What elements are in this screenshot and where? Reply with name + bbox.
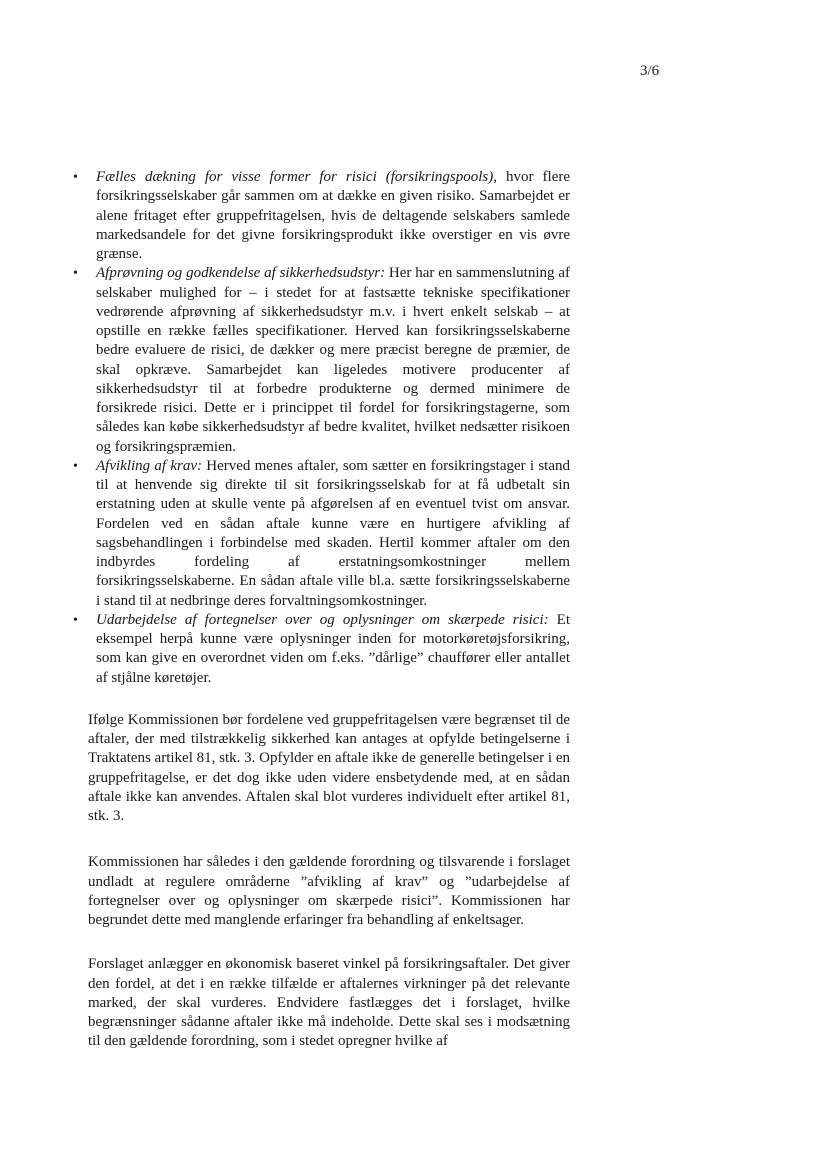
bullet-item: [73, 611, 570, 688]
bullet-lead: Fælles dækning for visse former for risici (forsikringspools),: [96, 169, 498, 185]
body-paragraph: Ifølge Kommissionen bør fordelene ved gruppefritagelsen være begrænset til de aftaler, der med tilstrækkelig sikkerhed kan antages at opfylde betingelserne i Traktatens artikel 81, stk. 3. Opfylder en aftale ikke de generelle betingelser i en gruppefritagelse, er det dog ikke uden videre ensbetydende med, at en sådan aftale ikke kan anvendes. Aftalen skal blot vurderes individuelt efter artikel 81, stk. 3.: [88, 711, 570, 824]
bullet-item: [73, 457, 570, 611]
bullet-text: hvor flere forsikringsselskaber går sammen om at dække en given risiko. Samarbejdet er alene fritaget efter gruppefritagelsen, hvis de deltagende selskabers samlede markedsandele for det givne forsikringsprodukt ikke overstiger en vis øvre grænse.: [96, 169, 571, 262]
body-paragraph: Forslaget anlægger en økonomisk baseret vinkel på forsikringsaftaler. Det giver den fordel, at det i en række tilfælde er aftalernes virkninger på det relevante marked, der skal vurderes. Endvidere fastlægges det i forslaget, hvilke begrænsninger sådanne aftaler ikke må indeholde. Dette skal ses i modsætning til den gældende forordning, som i stedet opregner hvilke af: [88, 956, 570, 1050]
bullet-icon: •: [73, 266, 78, 282]
bullet-item: [73, 264, 570, 457]
bullet-text: Her har en sammenslutning af selskaber mulighed for – i stedet for at fastsætte tekniske specifikationer vedrørende afprøvning af sikkerhedsudstyr m.v. i hvert enkelt selskab – at opstille en række fælles specifikationer. Herved kan forsikringsselskaberne bedre evaluere de risici, de dækker og mere præcist beregne de præmier, de skal opkræve. Samarbejdet kan ligeledes motivere producenter af sikkerhedsudstyr til at forbedre produkterne og dermed minimere de forsikrede risici. Dette er i princippet til fordel for forsikringstagerne, som således kan købe sikkerhedsudstyr af bedre kvalitet, hvilket nedsætter risikoen og forsikringspræmien.: [96, 265, 570, 455]
bullet-icon: •: [73, 458, 78, 474]
bullet-text: Herved menes aftaler, som sætter en forsikringstager i stand til at henvende sig direkte til sit forsikringsselskab for at få udbetalt sin erstatning uden at skulle vente på afgørelsen af en eventuel tvist om ansvar. Fordelen ved en sådan aftale kunne være en hurtigere afvikling af sagsbehandlingen i forbindelse med skaden. Hertil kommer aftaler om den indbyrdes fordeling af erstatningsomkostninger mellem forsikringsselskaberne. En sådan aftale ville bl.a. sætte forsikringsselskaberne i stand til at nedbringe deres forvaltningsomkostninger.: [96, 457, 570, 609]
bullet-icon: •: [73, 170, 78, 185]
bullet-item: [73, 168, 571, 264]
body-paragraph: Kommissionen har således i den gældende forordning og tilsvarende i forslaget undladt at regulere områderne ”afvikling af krav” og ”udarbejdelse af fortegnelser over og oplysninger om skærpede risici”. Kommissionen har begrundet dette med manglende erfaringer fra behandling af enkeltsager.: [88, 854, 570, 928]
page-number: 3/6: [640, 63, 660, 79]
bullet-icon: •: [73, 612, 78, 628]
bullet-lead: Udarbejdelse af fortegnelser over og oplysninger om skærpede risici:: [96, 611, 549, 628]
bullet-lead: Afvikling af krav:: [96, 457, 202, 474]
bullet-list: [73, 168, 571, 688]
document-body: [73, 168, 571, 1052]
bullet-text: Et eksempel herpå kunne være oplysninger inden for motorkøretøjsforsikring, som kan give en overordnet viden om f.eks. ”dårlige” chauffører eller antallet af stjålne køretøjer.: [96, 611, 570, 686]
bullet-lead: Afprøvning og godkendelse af sikkerhedsudstyr:: [96, 265, 386, 282]
